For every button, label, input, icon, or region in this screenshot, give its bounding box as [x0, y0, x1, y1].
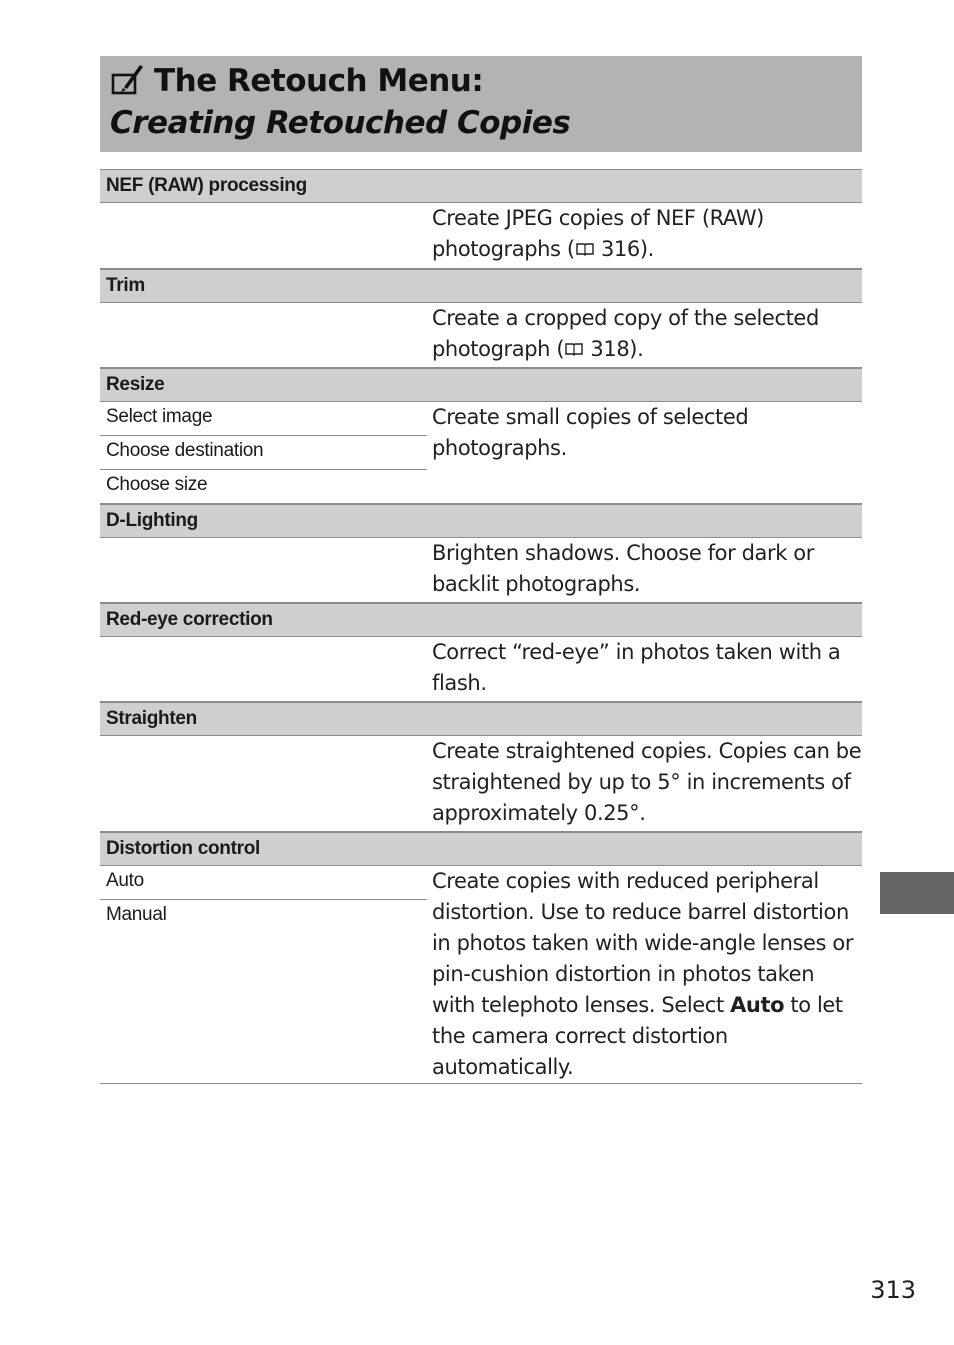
option-choose-size: Choose size: [106, 474, 208, 495]
section-description: [432, 203, 862, 265]
option-manual: Manual: [106, 904, 167, 925]
auto-option-reference: Auto: [730, 993, 785, 1017]
section-description: [432, 303, 862, 365]
section-header-resize: Resize: [100, 368, 862, 402]
book-reference-icon: [564, 337, 584, 361]
section-description: Create straightened copies. Copies can be straightened by up to 5° in increments of approximately 0.25°.: [432, 739, 862, 825]
option-list: [100, 402, 427, 504]
option-auto: Auto: [100, 866, 427, 900]
section-description: Correct “red-eye” in photos taken with a flash.: [432, 640, 841, 695]
section-description: Brighten shadows. Choose for dark or backlit photographs.: [432, 541, 814, 596]
section-header-straighten: Straighten: [100, 702, 862, 736]
option-list: [100, 866, 427, 934]
section-body-distortion-control: [100, 866, 862, 1084]
page-number: 313: [870, 1276, 916, 1304]
section-body-d-lighting: [100, 538, 862, 603]
retouch-brush-icon: [110, 61, 146, 97]
section-header-red-eye-correction: Red-eye correction: [100, 603, 862, 637]
book-reference-icon: [575, 237, 595, 261]
section-header-trim: Trim: [100, 269, 862, 303]
section-body-straighten: [100, 736, 862, 832]
page-reference[interactable]: 318: [590, 337, 630, 361]
section-header-nef-raw-processing: NEF (RAW) processing: [100, 169, 862, 203]
title-line-1: The Retouch Menu:: [154, 63, 484, 99]
chapter-tab-marker: [880, 872, 954, 914]
description-text: Create copies with reduced peripheral distortion. Use to reduce barrel distortion in photos taken with wide-angle lenses or pin-cushion distortion in photos taken with telephoto lenses. Select: [432, 869, 854, 1017]
section-body-red-eye-correction: [100, 637, 862, 702]
option-choose-destination: Choose destination: [100, 436, 427, 470]
section-header-d-lighting: D-Lighting: [100, 504, 862, 538]
description-text-end: ).: [629, 337, 644, 361]
page-reference[interactable]: 316: [600, 237, 640, 261]
section-description: Create small copies of selected photographs.: [432, 405, 749, 460]
section-body-trim: [100, 303, 862, 368]
page-title-banner: [100, 56, 862, 152]
section-description: [432, 866, 862, 1083]
page-subtitle: Creating Retouched Copies: [110, 105, 571, 141]
description-text-end: to let the camera correct distortion automatically.: [432, 993, 843, 1079]
section-body-resize: [100, 402, 862, 504]
description-text: Create a cropped copy of the selected photograph (: [432, 306, 819, 361]
page-title: [110, 60, 862, 102]
retouch-menu-table: [100, 169, 862, 1084]
option-select-image: Select image: [100, 402, 427, 436]
description-text-end: ).: [639, 237, 654, 261]
section-body-nef-raw-processing: [100, 203, 862, 269]
section-header-distortion-control: Distortion control: [100, 832, 862, 866]
description-text: Create JPEG copies of NEF (RAW) photographs (: [432, 206, 764, 261]
